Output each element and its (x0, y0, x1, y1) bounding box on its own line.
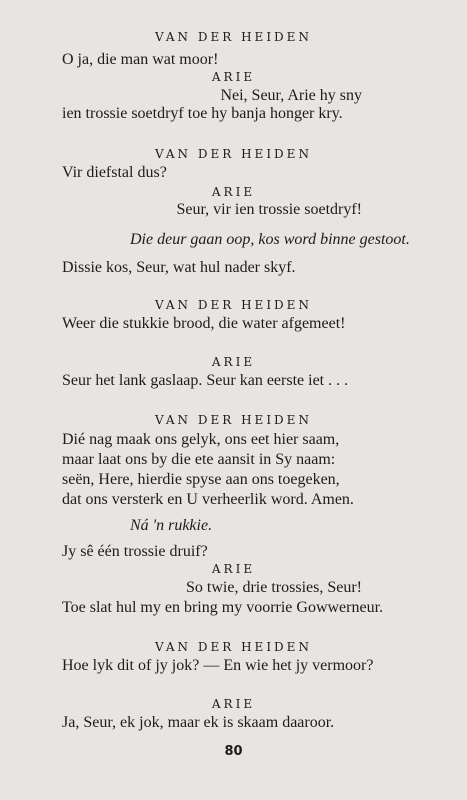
speaker-arie: ARIE (211, 562, 256, 576)
dialogue-line: ien trossie soetdryf toe hy banja honger kry. (62, 105, 343, 122)
speaker-van-der-heiden: VAN DER HEIDEN (155, 640, 312, 654)
speaker-arie: ARIE (211, 185, 256, 199)
dialogue-line: Jy sê één trossie druif? (62, 543, 208, 560)
dialogue-line: O ja, die man wat moor! (62, 51, 219, 68)
dialogue-line: Toe slat hul my en bring my voorrie Gowwerneur. (62, 599, 384, 616)
dialogue-line: maar laat ons by die ete aansit in Sy naam: (62, 451, 336, 468)
dialogue-line: Seur het lank gaslaap. Seur kan eerste iet . . . (62, 372, 349, 389)
speaker-van-der-heiden: VAN DER HEIDEN (155, 30, 312, 44)
speaker-van-der-heiden: VAN DER HEIDEN (155, 298, 312, 312)
dialogue-line: Dié nag maak ons gelyk, ons eet hier saam, (62, 431, 340, 448)
dialogue-line: Seur, vir ien trossie soetdryf! (176, 201, 362, 218)
stage-direction: Die deur gaan oop, kos word binne gestoot. (130, 231, 410, 248)
dialogue-line: Hoe lyk dit of jy jok? — En wie het jy vermoor? (62, 657, 374, 674)
dialogue-line: Ja, Seur, ek jok, maar ek is skaam daaroor. (62, 714, 335, 731)
dialogue-line: Weer die stukkie brood, die water afgemeet! (62, 315, 346, 332)
dialogue-line: seën, Here, hierdie spyse aan ons toegeken, (62, 471, 340, 488)
stage-direction: Ná 'n rukkie. (130, 517, 213, 534)
speaker-van-der-heiden: VAN DER HEIDEN (155, 413, 312, 427)
speaker-arie: ARIE (211, 355, 256, 369)
dialogue-line: Dissie kos, Seur, wat hul nader skyf. (62, 259, 296, 276)
speaker-van-der-heiden: VAN DER HEIDEN (155, 147, 312, 161)
page-number: 80 (224, 744, 243, 759)
speaker-arie: ARIE (211, 697, 256, 711)
dialogue-line: So twie, drie trossies, Seur! (186, 579, 362, 596)
dialogue-line: dat ons versterk en U verheerlik word. Amen. (62, 491, 354, 508)
dialogue-line: Vir diefstal dus? (62, 164, 167, 181)
dialogue-line: Nei, Seur, Arie hy sny (220, 87, 362, 104)
speaker-arie: ARIE (211, 70, 256, 84)
